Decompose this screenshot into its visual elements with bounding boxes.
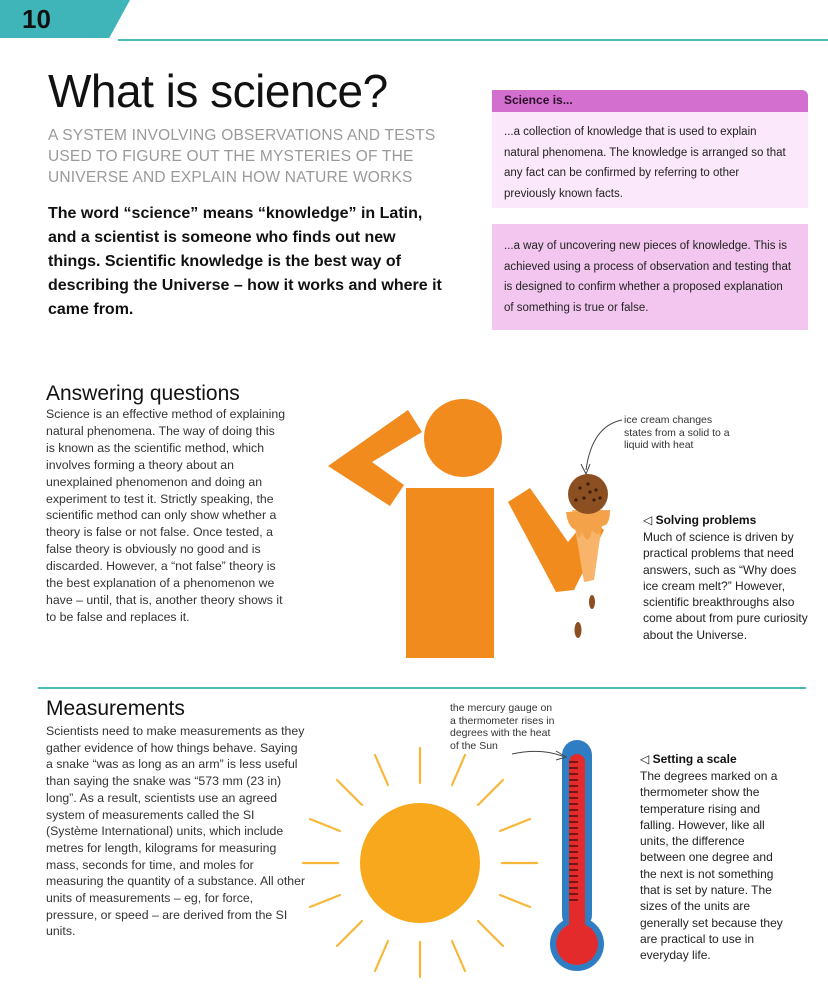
header-rule xyxy=(118,39,828,41)
drip-1 xyxy=(589,595,595,609)
intro-paragraph: The word “science” means “knowledge” in Latin, and a scientist is someone who finds out new things. Scientific knowledge is the best way of describing the Universe – how it works and where it came from. xyxy=(48,205,442,318)
science-is-panel-1 xyxy=(492,112,808,208)
person-head xyxy=(424,399,502,477)
thermometer-label: the mercury gauge on a thermometer rises in degrees with the heat of the Sun xyxy=(450,702,555,752)
mercury-column xyxy=(569,754,585,934)
melting-ice-cream xyxy=(566,510,610,540)
mercury-bulb xyxy=(556,923,598,965)
solving-problems-title: Solving problems xyxy=(655,513,757,527)
sun-icon xyxy=(300,745,540,980)
caption-arrow-icon: ◁ xyxy=(640,752,650,766)
ice-cream-icon xyxy=(556,470,626,650)
thermometer-icon xyxy=(548,738,608,978)
measurements-body: Scientists need to make measurements as they gather evidence of how things behave. Saying a snake “was as long as an arm” is less useful than saying the snake was “573 mm (23 in) long”. As a result, scientists use an agreed system of measurements called the SI (Système International) units, which include metres for length, kilograms for measuring mass, seconds for time, and moles for measuring the quantity of a substance. All other units of measurements – eg, for force, pressure, or speed – are derived from the SI units. xyxy=(46,724,306,939)
page-subtitle: A SYSTEM INVOLVING OBSERVATIONS AND TESTS USED TO FIGURE OUT THE MYSTERIES OF THE UNIVERSE AND EXPLAIN HOW NATURE WORKS xyxy=(48,127,436,186)
caption-arrow-icon: ◁ xyxy=(643,513,653,527)
science-is-box xyxy=(492,90,808,330)
solving-problems-caption-body: Much of science is driven by practical problems that need answers, such as “Why does ice cream melt?” However, scientific breakthroughs also come about from pure curiosity about the Universe. xyxy=(643,530,808,642)
person-body xyxy=(406,488,494,658)
measurements-heading: Measurements xyxy=(46,697,185,720)
setting-a-scale-caption-heading xyxy=(640,752,737,766)
science-is-heading: Science is... xyxy=(504,93,573,107)
page-number-tab xyxy=(0,0,130,38)
thermometer-pointer xyxy=(510,744,570,764)
science-is-paragraph-2: ...a way of uncovering new pieces of knowledge. This is achieved using a process of observation and testing that is designed to confirm whether a proposed explanation of something is true or false. xyxy=(504,240,792,314)
science-is-heading-bar xyxy=(492,90,808,112)
ice-cream-label: ice cream changes states from a solid to a liquid with heat xyxy=(624,414,730,451)
setting-a-scale-caption-body: The degrees marked on a thermometer show the temperature rising and falling. However, like all units, the difference between one degree and the next is not something that is set by nature. The sizes of the units are generally set because they are practical to use in everyday life. xyxy=(640,769,783,963)
science-is-panel-2 xyxy=(492,224,808,330)
page-title: What is science? xyxy=(48,65,388,117)
drip-2 xyxy=(575,622,582,638)
sun-disc xyxy=(360,803,480,923)
ice-cream-scoop xyxy=(568,474,608,514)
setting-a-scale-title: Setting a scale xyxy=(652,752,737,766)
section-divider xyxy=(38,687,806,689)
science-is-paragraph-1: ...a collection of knowledge that is used to explain natural phenomena. The knowledge is arranged so that any fact can be confirmed by referring to other previously known facts. xyxy=(504,126,786,200)
solving-problems-caption-heading xyxy=(643,513,756,527)
answering-questions-heading: Answering questions xyxy=(46,382,240,405)
answering-questions-body: Science is an effective method of explaining natural phenomena. The way of doing this is known as the scientific method, which involves forming a theory about an unexplained phenomenon and doing an experiment to test it. Strictly speaking, the scientific method can only show whether a theory is false or not false. Once tested, a false theory is obviously no good and is discarded. However, a “not false” theory is the best explanation of a phenomenon we have – until, that is, another theory shows it to be false and replaces it. xyxy=(46,407,286,624)
page-number: 10 xyxy=(22,4,51,34)
ice-cream-pointer xyxy=(578,418,628,478)
